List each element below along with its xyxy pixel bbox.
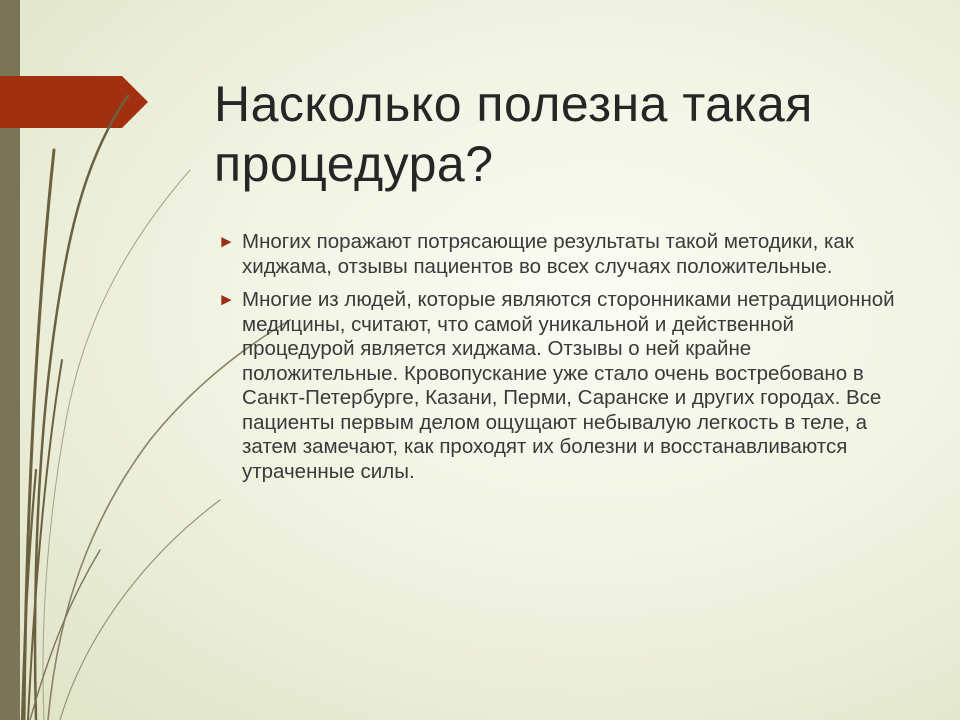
accent-arrow-shape: [0, 76, 148, 128]
bullet-item: [218, 230, 898, 279]
bullet-arrow-icon: ►: [218, 290, 235, 309]
slide-title: [214, 74, 914, 194]
bullet-arrow-icon: ►: [218, 232, 235, 251]
bullet-list: [218, 230, 898, 493]
bullet-text: Многих поражают потрясающие результаты такой методики, как хиджама, отзывы пациентов во всех случаях положительные.: [242, 230, 854, 278]
slide-title-line-1: Насколько полезна такая: [214, 76, 813, 132]
bullet-item: [218, 288, 898, 484]
slide-title-line-2: процедура?: [214, 136, 494, 192]
bullet-text: Многие из людей, которые являются сторонниками нетрадиционной медицины, считают, что самой уникальной и действенной процедурой является хиджама. Отзывы о ней крайне положительные. Кровопускание уже стало очень востребовано в Санкт-Петербурге, Казани, Перми, Саранске и других городах. Все пациенты первым делом ощущают небывалую легкость в теле, а затем замечают, как проходят их болезни и восстанавливаются утраченные силы.: [242, 288, 895, 483]
